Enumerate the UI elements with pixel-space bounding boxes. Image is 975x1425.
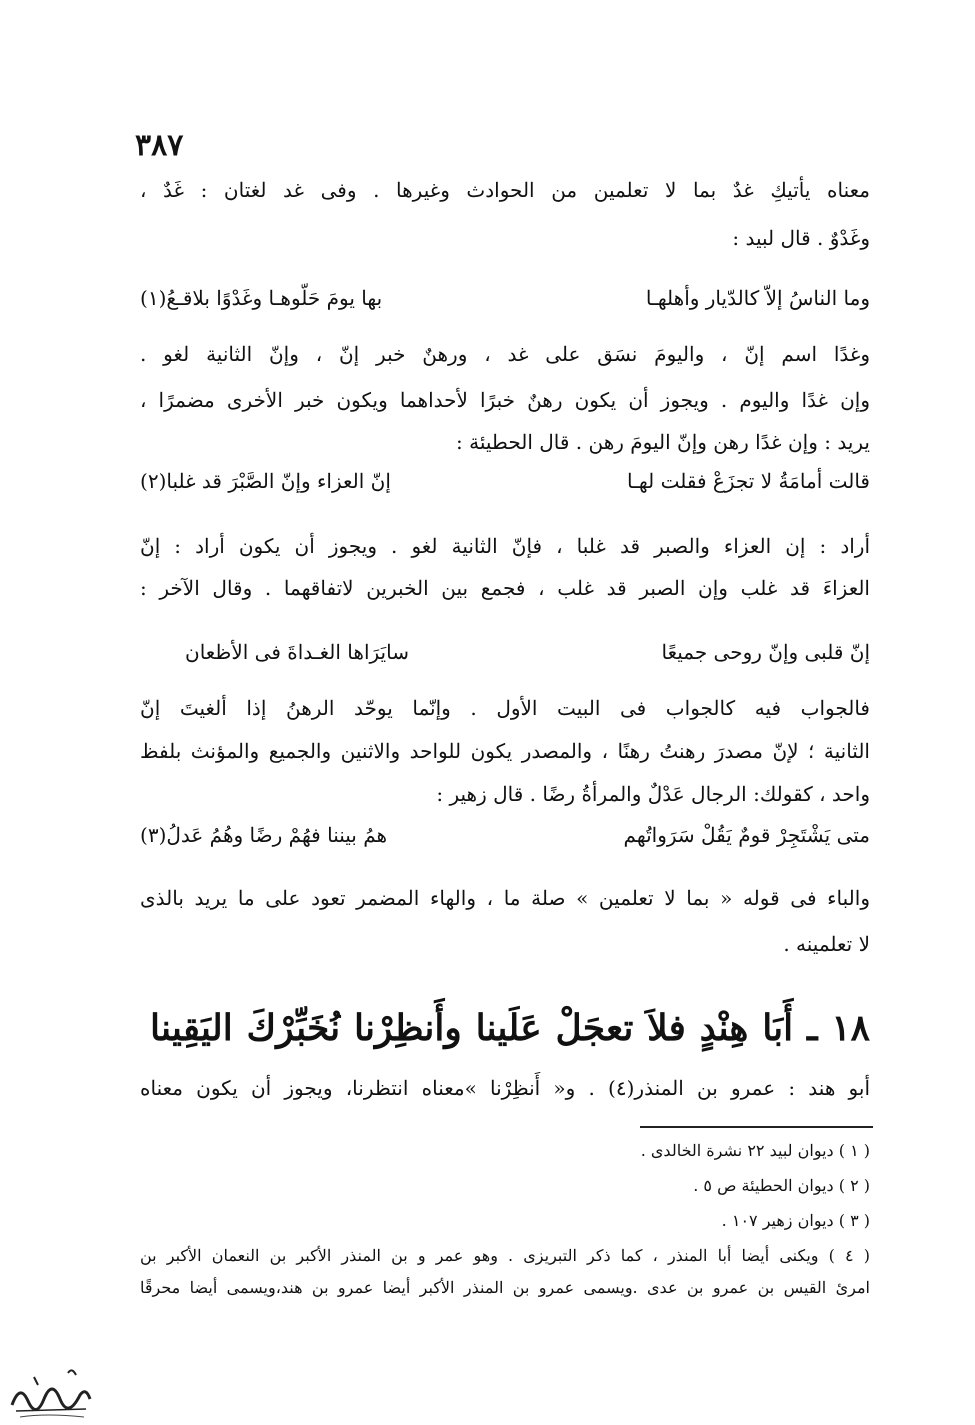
body-line: يريد : وإن غدًا رهن وإنّ اليومَ رهن . قال الحطيئة :	[456, 430, 870, 454]
body-line: وغَدْوٌ . قال لبيد :	[732, 226, 870, 250]
page-number: ٣٨٧	[135, 128, 184, 163]
footnote: ( ٣ ) ديوان زهير ١٠٧ .	[721, 1211, 870, 1230]
verse-hemistich-left: بها يومَ حَلّوهـا وغَدْوًا بلاقـعُ(١)	[140, 286, 383, 310]
footnote: ( ٢ ) ديوان الحطيئة ص ٥ .	[693, 1176, 870, 1195]
body-line: أراد : إن العزاء والصبر قد غلبا ، فإنّ الثانية لغو . ويجوز أن يكون أراد : إنّ	[140, 534, 870, 558]
verse-hemistich-left: همُ بيننا فهُمْ رضًا وهُمُ عَدلُ(٣)	[140, 823, 388, 847]
verse-hemistich-left: سايَرَاها الغـداةَ فى الأظعان	[185, 640, 409, 664]
verse-hemistich-left: إنّ العزاء وإنّ الصَّبْرَ قد غلبا(٢)	[140, 469, 391, 493]
body-line: واحد ، كقولك: الرجال عَدْلٌ والمرأةُ رضًا . قال زهير :	[436, 782, 870, 806]
footnote: امرئ القيس بن عمرو بن عدى .ويسمى عمرو بن المنذر الأكبر أيضا عمرو بن هند،ويسمى أيضا محرقًا	[140, 1278, 870, 1297]
body-line: وغدًا اسم إنّ ، واليومَ نسَق على غد ، ورهنٌ خبر إنّ ، وإنّ الثانية لغو .	[140, 342, 870, 366]
body-line: والباء فى قوله « بما لا تعلمين » صلة ما ، والهاء المضمر تعود على ما يريد بالذى	[140, 886, 870, 910]
numbered-verse: ١٨ ـ أَبَا هِنْدٍ فلاَ تعجَلْ عَلَينا وأَنظِرْنا نُخَبِّرْكَ اليَقِينا	[150, 1007, 870, 1049]
body-line: العزاءَ قد غلب وإن الصبر قد غلب ، فجمع بين الخبرين لاتفاقهما . وقال الآخر :	[140, 576, 870, 600]
body-line: لا تعلمينه .	[783, 932, 870, 956]
body-line: أبو هند : عمرو بن المنذر(٤) . و« أَنظِرْنا »معناه انتظرنا، ويجوز أن يكون معناه	[140, 1076, 871, 1100]
verse-hemistich-right: قالت أمامَةُ لا تجزَعْ فقلت لهـا	[626, 469, 870, 493]
body-line: وإن غدًا واليوم . ويجوز أن يكون رهنٌ خبرًا لأحداهما ويكون خبر الأخرى مضمرًا ،	[140, 388, 870, 412]
body-line: معناه يأتيكِ غدٌ بما لا تعلمين من الحوادث وغيرها . وفى غد لغتان : غَدٌ ،	[140, 178, 870, 202]
verse-hemistich-right: وما الناسُ إلاّ كالدّيار وأهلهـا	[645, 286, 870, 310]
body-line: فالجواب فيه كالجواب فى البيت الأول . وإنّما يوحّد الرهنُ إذا ألغيتَ إنّ	[140, 696, 870, 720]
footnote: ( ٤ ) ويكنى أيضا أبا المنذر ، كما ذكر التبريزى . وهو عمر و بن المنذر الأكبر بن النعمان الأكبر بن	[140, 1246, 871, 1265]
body-line: الثانية ؛ لإنّ مصدرَ رهنتُ رهنًا ، والمصدر يكون للواحد والاثنين والجميع والمؤنث بلفظ	[140, 739, 870, 763]
verse-hemistich-right: متى يَشْتَجِرْ قومٌ يَقُلْ سَرَواتُهم	[623, 823, 870, 847]
footnote-rule	[640, 1126, 873, 1128]
verse-hemistich-right: إنّ قلبى وإنّ روحى جميعًا	[661, 640, 870, 664]
footnote: ( ١ ) ديوان لبيد ٢٢ نشرة الخالدى .	[640, 1141, 870, 1160]
watermark-stamp-logo	[6, 1365, 94, 1421]
